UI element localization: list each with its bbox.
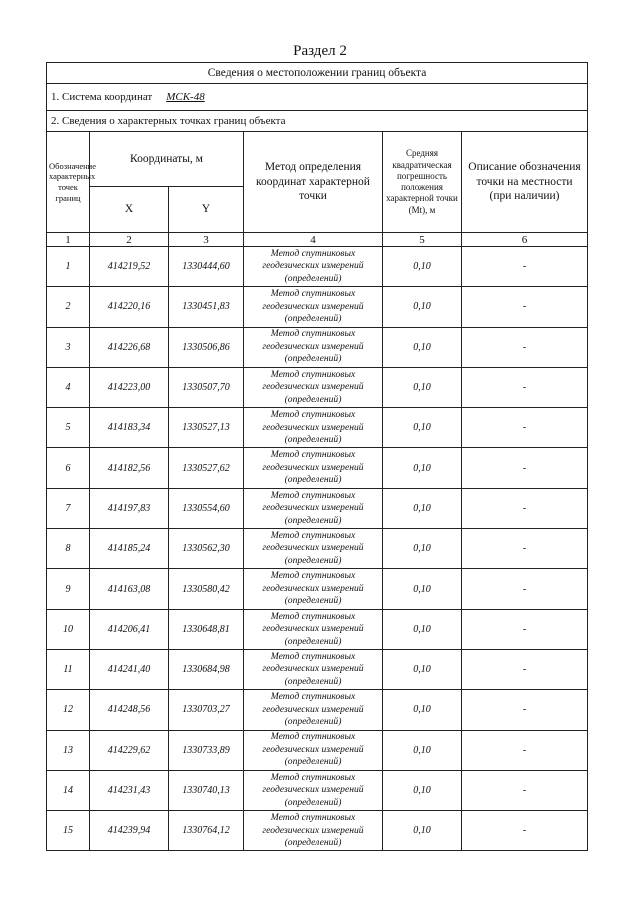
point-id-cell: 14 bbox=[47, 770, 90, 810]
x-coordinate-cell: 414241,40 bbox=[90, 649, 169, 689]
description-cell: - bbox=[462, 569, 588, 609]
y-coordinate-cell: 1330703,27 bbox=[169, 690, 244, 730]
method-cell: Метод спутниковых геодезических измерений (определений) bbox=[244, 730, 383, 770]
table-row bbox=[47, 569, 588, 609]
accuracy-cell: 0,10 bbox=[383, 690, 462, 730]
method-cell: Метод спутниковых геодезических измерений (определений) bbox=[244, 367, 383, 407]
y-coordinate-cell: 1330684,98 bbox=[169, 649, 244, 689]
description-cell: - bbox=[462, 448, 588, 488]
column-number: 3 bbox=[169, 233, 244, 247]
column-number-row bbox=[47, 233, 588, 247]
accuracy-cell: 0,10 bbox=[383, 247, 462, 287]
x-coordinate-cell: 414239,94 bbox=[90, 811, 169, 851]
method-cell: Метод спутниковых геодезических измерений (определений) bbox=[244, 408, 383, 448]
method-cell: Метод спутниковых геодезических измерений (определений) bbox=[244, 529, 383, 569]
y-coordinate-cell: 1330740,13 bbox=[169, 770, 244, 810]
points-heading: 2. Сведения о характерных точках границ объекта bbox=[47, 111, 588, 132]
table-row bbox=[47, 488, 588, 528]
crs-label: 1. Система координат bbox=[51, 91, 153, 103]
x-coordinate-cell: 414163,08 bbox=[90, 569, 169, 609]
header-point-id: Обозначение характерных точек границ bbox=[47, 132, 90, 233]
method-cell: Метод спутниковых геодезических измерений (определений) bbox=[244, 287, 383, 327]
y-coordinate-cell: 1330506,86 bbox=[169, 327, 244, 367]
y-coordinate-cell: 1330733,89 bbox=[169, 730, 244, 770]
column-number: 4 bbox=[244, 233, 383, 247]
crs-value: МСК-48 bbox=[166, 91, 205, 103]
table-row bbox=[47, 367, 588, 407]
description-cell: - bbox=[462, 327, 588, 367]
point-id-cell: 3 bbox=[47, 327, 90, 367]
table-row bbox=[47, 327, 588, 367]
y-coordinate-cell: 1330451,83 bbox=[169, 287, 244, 327]
point-id-cell: 15 bbox=[47, 811, 90, 851]
x-coordinate-cell: 414206,41 bbox=[90, 609, 169, 649]
x-coordinate-cell: 414219,52 bbox=[90, 247, 169, 287]
accuracy-cell: 0,10 bbox=[383, 811, 462, 851]
description-cell: - bbox=[462, 730, 588, 770]
x-coordinate-cell: 414226,68 bbox=[90, 327, 169, 367]
accuracy-cell: 0,10 bbox=[383, 609, 462, 649]
table-row bbox=[47, 408, 588, 448]
point-id-cell: 1 bbox=[47, 247, 90, 287]
y-coordinate-cell: 1330507,70 bbox=[169, 367, 244, 407]
point-id-cell: 7 bbox=[47, 488, 90, 528]
accuracy-cell: 0,10 bbox=[383, 529, 462, 569]
method-cell: Метод спутниковых геодезических измерений (определений) bbox=[244, 609, 383, 649]
description-cell: - bbox=[462, 408, 588, 448]
table-row bbox=[47, 529, 588, 569]
description-cell: - bbox=[462, 488, 588, 528]
table-row bbox=[47, 811, 588, 851]
accuracy-cell: 0,10 bbox=[383, 649, 462, 689]
accuracy-cell: 0,10 bbox=[383, 569, 462, 609]
method-cell: Метод спутниковых геодезических измерений (определений) bbox=[244, 649, 383, 689]
x-coordinate-cell: 414231,43 bbox=[90, 770, 169, 810]
x-coordinate-cell: 414220,16 bbox=[90, 287, 169, 327]
table-row bbox=[47, 730, 588, 770]
accuracy-cell: 0,10 bbox=[383, 488, 462, 528]
x-coordinate-cell: 414223,00 bbox=[90, 367, 169, 407]
boundary-points-table bbox=[46, 62, 588, 851]
accuracy-cell: 0,10 bbox=[383, 408, 462, 448]
header-method: Метод определения координат характерной точки bbox=[244, 132, 383, 233]
description-cell: - bbox=[462, 529, 588, 569]
crs-row bbox=[47, 84, 588, 111]
point-id-cell: 10 bbox=[47, 609, 90, 649]
column-number: 5 bbox=[383, 233, 462, 247]
header-coordinates: Координаты, м bbox=[90, 132, 244, 187]
x-coordinate-cell: 414197,83 bbox=[90, 488, 169, 528]
x-coordinate-cell: 414229,62 bbox=[90, 730, 169, 770]
description-cell: - bbox=[462, 770, 588, 810]
description-cell: - bbox=[462, 287, 588, 327]
header-accuracy: Средняя квадратическая погрешность положения характерной точки (Mt), м bbox=[383, 132, 462, 233]
column-number: 1 bbox=[47, 233, 90, 247]
point-id-cell: 2 bbox=[47, 287, 90, 327]
header-description: Описание обозначения точки на местности (при наличии) bbox=[462, 132, 588, 233]
y-coordinate-cell: 1330648,81 bbox=[169, 609, 244, 649]
description-cell: - bbox=[462, 247, 588, 287]
description-cell: - bbox=[462, 367, 588, 407]
point-id-cell: 13 bbox=[47, 730, 90, 770]
description-cell: - bbox=[462, 649, 588, 689]
accuracy-cell: 0,10 bbox=[383, 730, 462, 770]
x-coordinate-cell: 414185,24 bbox=[90, 529, 169, 569]
table-row bbox=[47, 287, 588, 327]
y-coordinate-cell: 1330527,13 bbox=[169, 408, 244, 448]
point-id-cell: 6 bbox=[47, 448, 90, 488]
point-id-cell: 9 bbox=[47, 569, 90, 609]
x-coordinate-cell: 414183,34 bbox=[90, 408, 169, 448]
table-row bbox=[47, 690, 588, 730]
y-coordinate-cell: 1330562,30 bbox=[169, 529, 244, 569]
point-id-cell: 4 bbox=[47, 367, 90, 407]
method-cell: Метод спутниковых геодезических измерений (определений) bbox=[244, 488, 383, 528]
method-cell: Метод спутниковых геодезических измерений (определений) bbox=[244, 770, 383, 810]
accuracy-cell: 0,10 bbox=[383, 287, 462, 327]
table-row bbox=[47, 448, 588, 488]
description-cell: - bbox=[462, 811, 588, 851]
point-id-cell: 5 bbox=[47, 408, 90, 448]
table-row bbox=[47, 649, 588, 689]
y-coordinate-cell: 1330554,60 bbox=[169, 488, 244, 528]
x-coordinate-cell: 414248,56 bbox=[90, 690, 169, 730]
method-cell: Метод спутниковых геодезических измерений (определений) bbox=[244, 690, 383, 730]
table-title: Сведения о местоположении границ объекта bbox=[47, 63, 588, 84]
table-row bbox=[47, 247, 588, 287]
header-x: X bbox=[90, 187, 169, 233]
table-row bbox=[47, 609, 588, 649]
y-coordinate-cell: 1330444,60 bbox=[169, 247, 244, 287]
description-cell: - bbox=[462, 609, 588, 649]
point-id-cell: 8 bbox=[47, 529, 90, 569]
table-row bbox=[47, 770, 588, 810]
y-coordinate-cell: 1330764,12 bbox=[169, 811, 244, 851]
method-cell: Метод спутниковых геодезических измерений (определений) bbox=[244, 569, 383, 609]
accuracy-cell: 0,10 bbox=[383, 367, 462, 407]
section-title: Раздел 2 bbox=[293, 43, 347, 59]
y-coordinate-cell: 1330527,62 bbox=[169, 448, 244, 488]
accuracy-cell: 0,10 bbox=[383, 448, 462, 488]
method-cell: Метод спутниковых геодезических измерений (определений) bbox=[244, 247, 383, 287]
y-coordinate-cell: 1330580,42 bbox=[169, 569, 244, 609]
accuracy-cell: 0,10 bbox=[383, 327, 462, 367]
x-coordinate-cell: 414182,56 bbox=[90, 448, 169, 488]
method-cell: Метод спутниковых геодезических измерений (определений) bbox=[244, 811, 383, 851]
point-id-cell: 11 bbox=[47, 649, 90, 689]
column-number: 6 bbox=[462, 233, 588, 247]
accuracy-cell: 0,10 bbox=[383, 770, 462, 810]
method-cell: Метод спутниковых геодезических измерений (определений) bbox=[244, 448, 383, 488]
header-y: Y bbox=[169, 187, 244, 233]
description-cell: - bbox=[462, 690, 588, 730]
column-number: 2 bbox=[90, 233, 169, 247]
method-cell: Метод спутниковых геодезических измерений (определений) bbox=[244, 327, 383, 367]
point-id-cell: 12 bbox=[47, 690, 90, 730]
